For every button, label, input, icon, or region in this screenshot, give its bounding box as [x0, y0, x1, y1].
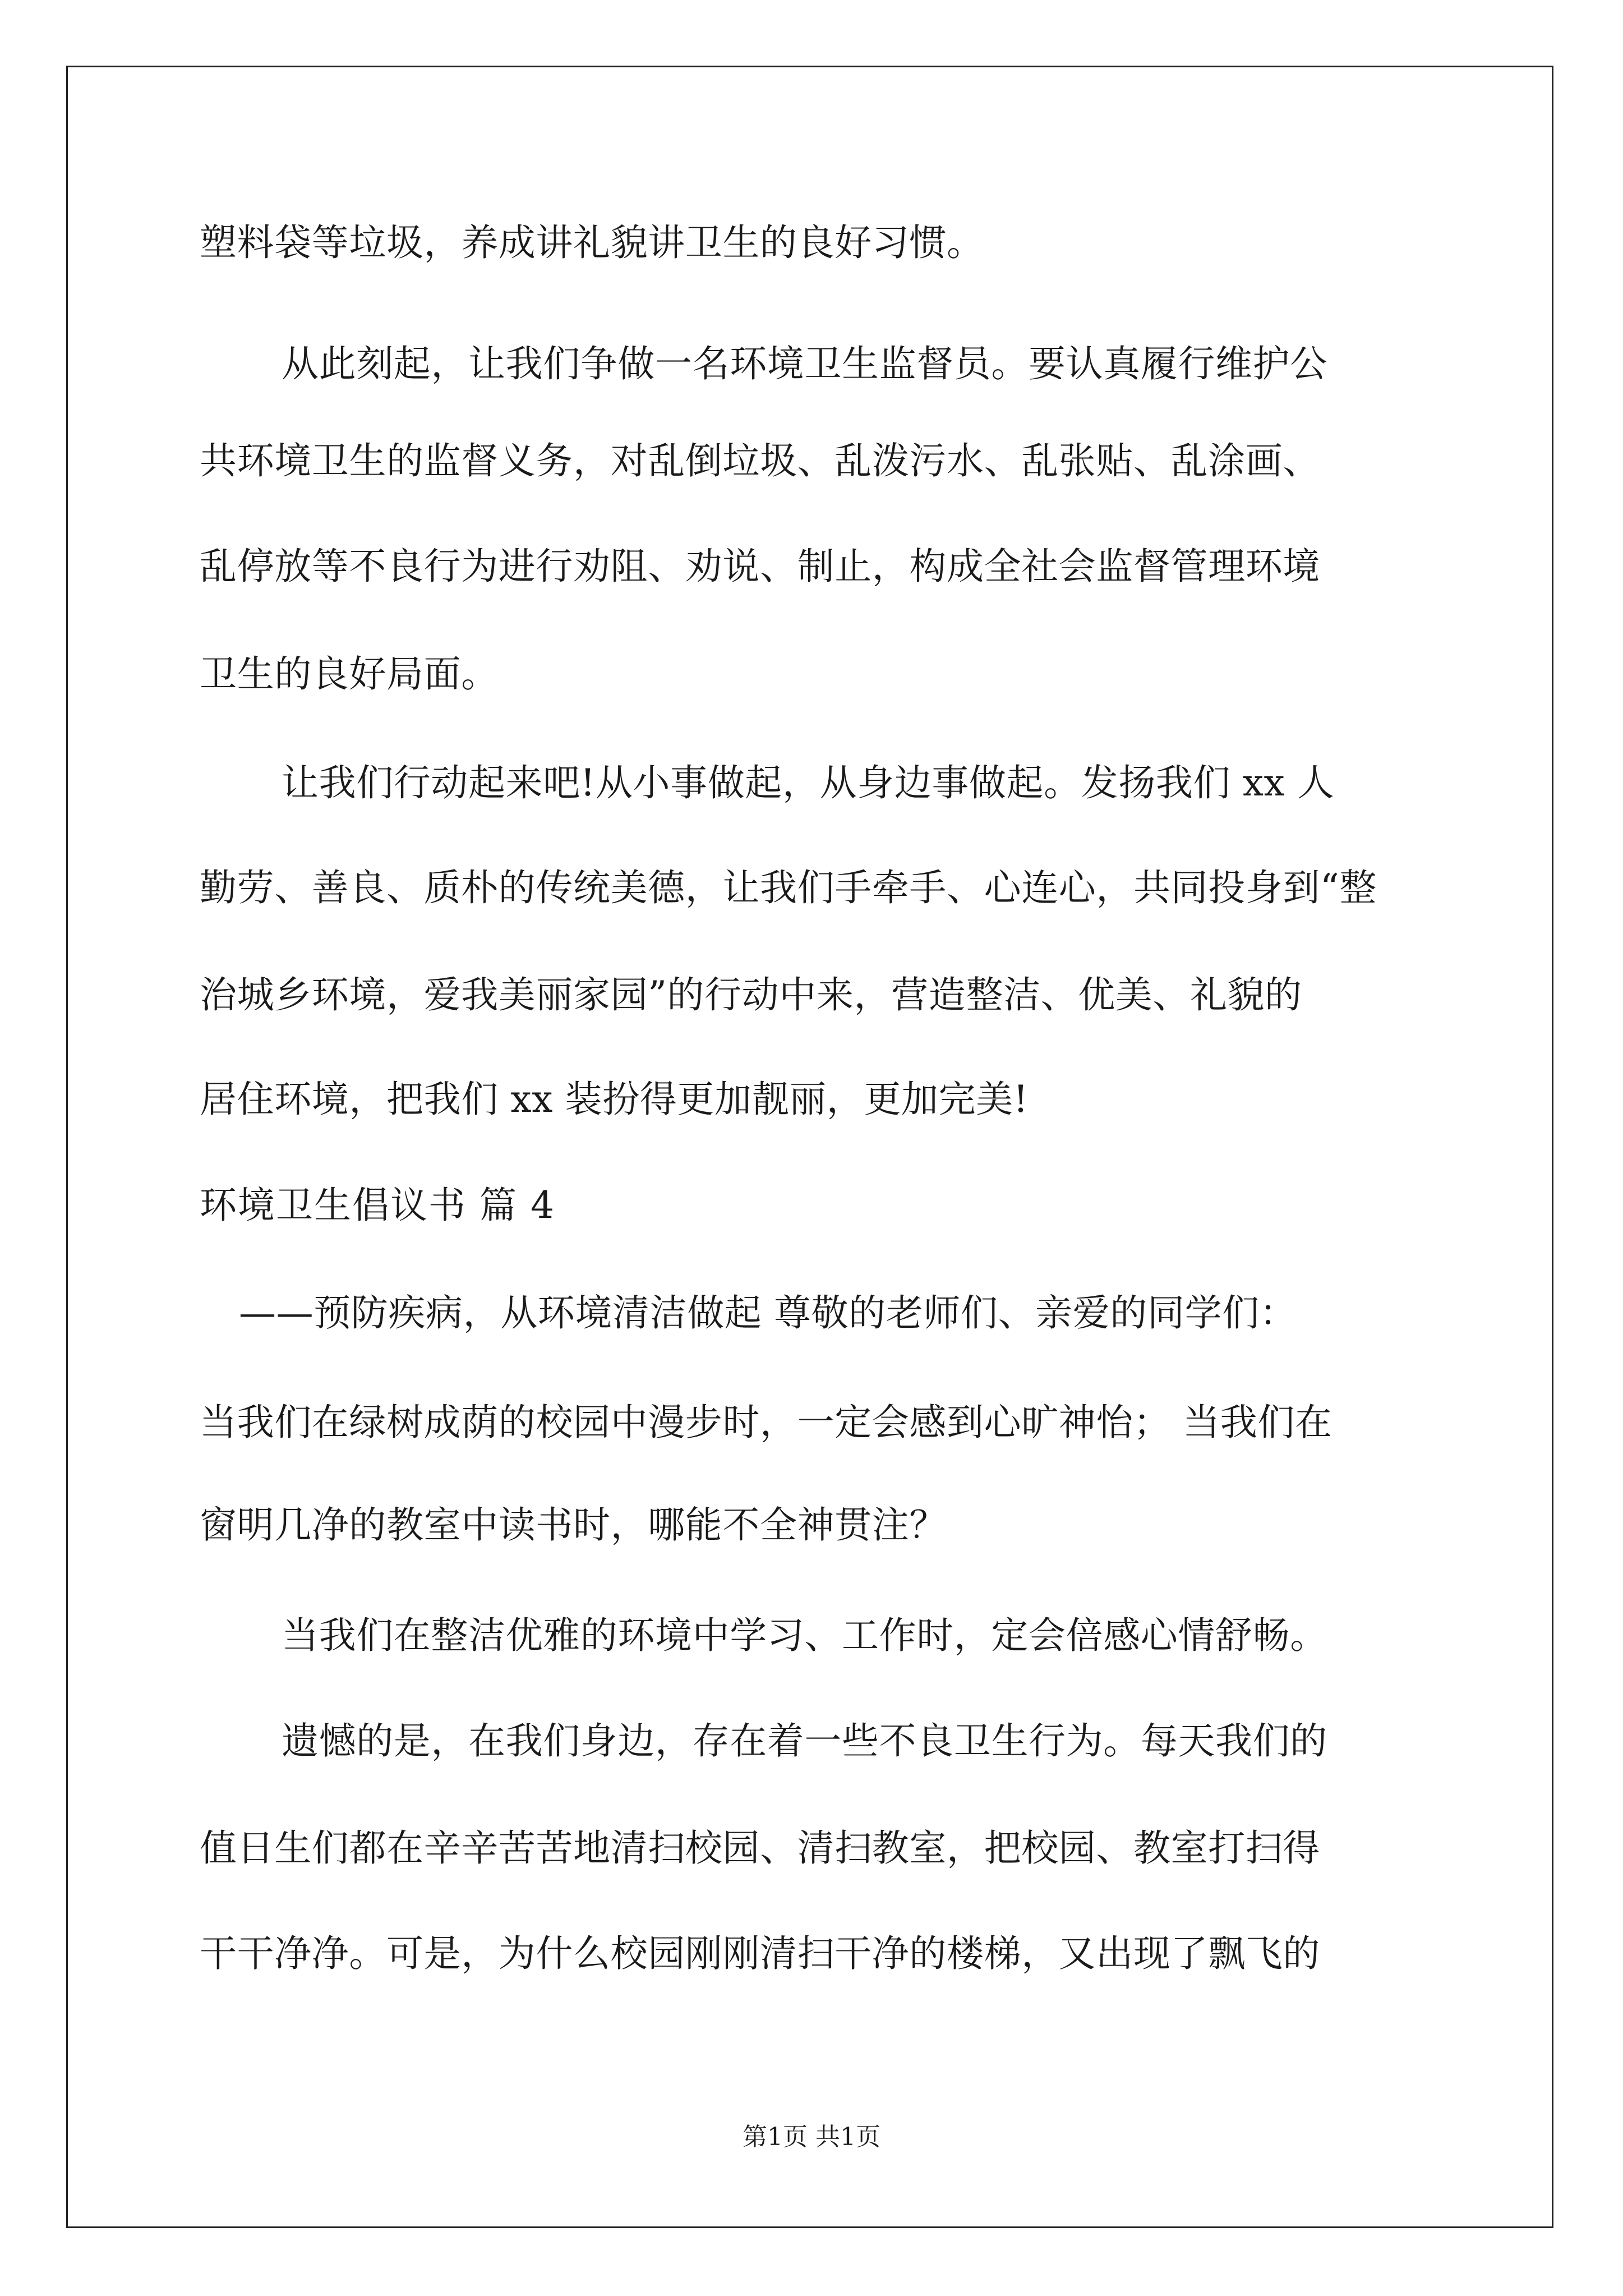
text-line: 干干净净。可是，为什么校园刚刚清扫干净的楼梯，又出现了飘飞的 — [200, 1932, 1320, 1975]
text-line: 居住环境，把我们 xx 装扮得更加靓丽，更加完美! — [200, 1078, 1029, 1121]
text-line: 治城乡环境，爱我美丽家园”的行动中来，营造整洁、优美、礼貌的 — [200, 973, 1302, 1016]
page-border — [66, 66, 1553, 2228]
text-line: 当我们在绿树成荫的校园中漫步时，一定会感到心旷神怡； 当我们在 — [200, 1401, 1332, 1444]
text-line: 勤劳、善良、质朴的传统美德，让我们手牵手、心连心，共同投身到“整 — [200, 866, 1377, 909]
text-line: 从此刻起，让我们争做一名环境卫生监督员。要认真履行维护公 — [282, 342, 1327, 385]
page-footer: 第1页 共1页 — [743, 2123, 880, 2151]
text-line: 遗憾的是，在我们身边，存在着一些不良卫生行为。每天我们的 — [282, 1719, 1327, 1763]
text-line: 卫生的良好局面。 — [200, 652, 499, 696]
text-line: 窗明几净的教室中读书时，哪能不全神贯注？ — [200, 1503, 947, 1547]
text-line: 让我们行动起来吧!从小事做起，从身边事做起。发扬我们 xx 人 — [282, 761, 1335, 804]
text-line: 值日生们都在辛辛苦苦地清扫校园、清扫教室，把校园、教室打扫得 — [200, 1826, 1320, 1870]
text-line: ——预防疾病，从环境清洁做起 尊敬的老师们、亲爱的同学们： — [239, 1291, 1297, 1335]
section-heading: 环境卫生倡议书 篇 4 — [200, 1184, 555, 1227]
text-line: 乱停放等不良行为进行劝阻、劝说、制止，构成全社会监督管理环境 — [200, 545, 1320, 588]
text-line: 塑料袋等垃圾，养成讲礼貌讲卫生的良好习惯。 — [200, 221, 984, 264]
text-line: 当我们在整洁优雅的环境中学习、工作时，定会倍感心情舒畅。 — [282, 1614, 1327, 1657]
text-line: 共环境卫生的监督义务，对乱倒垃圾、乱泼污水、乱张贴、乱涂画、 — [200, 439, 1320, 482]
